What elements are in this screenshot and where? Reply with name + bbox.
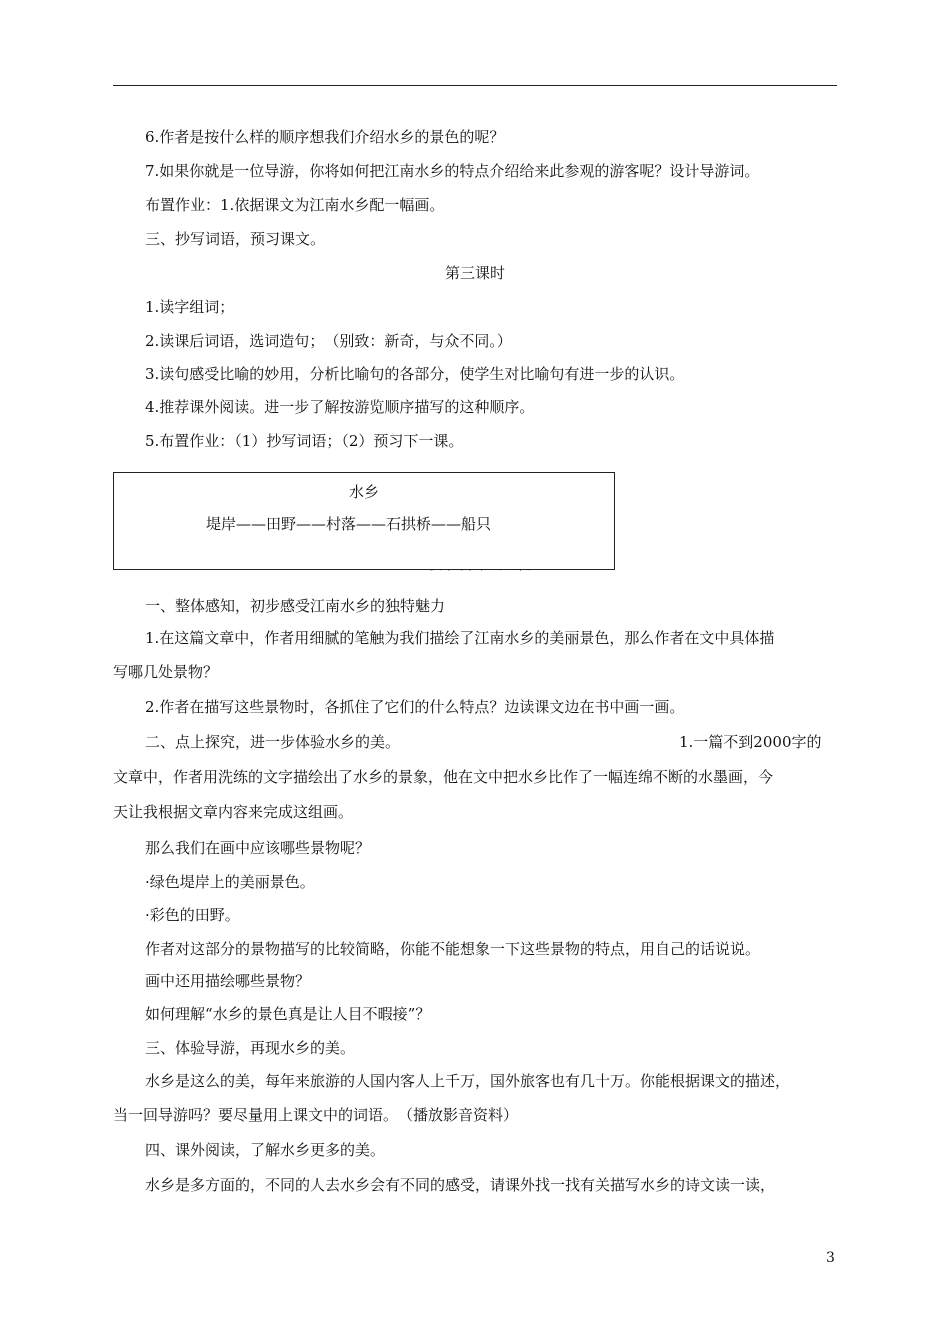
paragraph-line: 水乡是多方面的，不同的人去水乡会有不同的感受，请课外找一找有关描写水乡的诗文读一读， xyxy=(145,1176,776,1194)
page-number: 3 xyxy=(826,1250,835,1266)
paragraph-line: 那么我们在画中应该哪些景物呢？ xyxy=(145,839,371,857)
paragraph-line: 天让我根据文章内容来完成这组画。 xyxy=(113,803,354,821)
paragraph-line: 3.读句感受比喻的妙用，分析比喻句的各部分，使学生对比喻句有进一步的认识。 xyxy=(145,365,685,383)
bullet-item: ·绿色堤岸上的美丽景色。 xyxy=(145,873,315,891)
paragraph-line: 6.作者是按什么样的顺序想我们介绍水乡的景色的呢？ xyxy=(145,128,505,146)
paragraph-line: 布置作业：1.依据课文为江南水乡配一幅画。 xyxy=(145,196,445,214)
paragraph-line: 2.读课后词语，选词造句； （别致：新奇，与众不同。） xyxy=(145,332,512,350)
paragraph-line: 1.读字组词； xyxy=(145,298,235,316)
paragraph-line: 一、整体感知，初步感受江南水乡的独特魅力 xyxy=(145,597,446,615)
paragraph-line: 1.一篇不到2000字的 xyxy=(679,733,822,751)
paragraph-line: 如何理解“水乡的景色真是让人目不暇接”？ xyxy=(145,1005,431,1023)
section-title: 第三课时 xyxy=(444,264,505,282)
paragraph-line: 四、课外阅读，了解水乡更多的美。 xyxy=(145,1141,386,1159)
paragraph-line: 作者对这部分的景物描写的比较简略，你能不能想象一下这些景物的特点，用自己的话说说。 xyxy=(145,940,761,958)
paragraph-line: 5.布置作业：（1）抄写词语；（2）预习下一课。 xyxy=(145,432,464,450)
paragraph-line: 画中还用描绘哪些景物？ xyxy=(145,972,311,990)
header-rule xyxy=(113,85,837,86)
paragraph-line: 4.推荐课外阅读。进一步了解按游览顺序描写的这种顺序。 xyxy=(145,398,535,416)
paragraph-line: 文章中，作者用洗练的文字描绘出了水乡的景象，他在文中把水乡比作了一幅连绵不断的水墨画，今 xyxy=(113,768,774,786)
paragraph-line: 2.作者在描写这些景物时，各抓住了它们的什么特点？边读课文边在书中画一画。 xyxy=(145,698,685,716)
paragraph-line: 三、抄写词语，预习课文。 xyxy=(145,230,326,248)
box-title: 水乡 xyxy=(348,483,379,501)
blackboard-design-box xyxy=(113,472,615,570)
paragraph-line: 水乡是这么的美，每年来旅游的人国内客人上千万，国外旅客也有几十万。你能根据课文的描述， xyxy=(145,1072,791,1090)
paragraph-line: 当一回导游吗？要尽量用上课文中的词语。 （播放影音资料） xyxy=(113,1106,519,1124)
box-sequence: 堤岸——田野——村落——石拱桥——船只 xyxy=(206,515,492,533)
paragraph-line: 三、体验导游，再现水乡的美。 xyxy=(145,1039,356,1057)
paragraph-line: 1.在这篇文章中，作者用细腻的笔触为我们描绘了江南水乡的美丽景色，那么作者在文中具体描 xyxy=(145,629,775,647)
paragraph-line: 二、点上探究，进一步体验水乡的美。 xyxy=(145,733,401,751)
paragraph-line: 7.如果你就是一位导游，你将如何把江南水乡的特点介绍给来此参观的游客呢？设计导游词。 xyxy=(145,162,760,180)
paragraph-line: 写哪几处景物？ xyxy=(113,663,219,681)
bullet-item: ·彩色的田野。 xyxy=(145,906,240,924)
